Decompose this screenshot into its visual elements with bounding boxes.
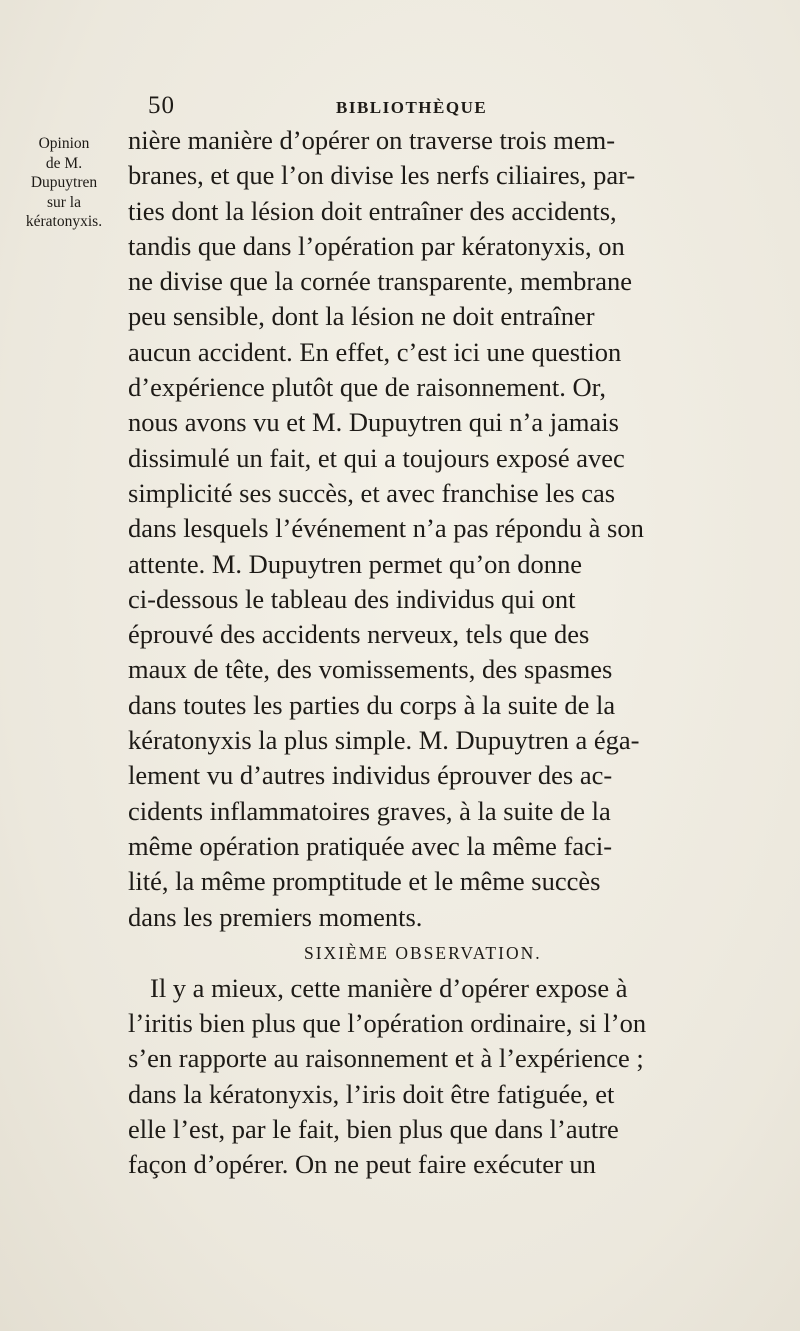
text-line: dissimulé un fait, et qui a toujours exposé avec: [128, 442, 625, 473]
text-line: nous avons vu et M. Dupuytren qui n’a jamais: [128, 407, 619, 438]
text-line: cidents inflammatoires graves, à la suite de la: [128, 795, 611, 826]
text-line: éprouvé des accidents nerveux, tels que des: [128, 619, 590, 650]
page-header: [148, 92, 708, 122]
text-line: ne divise que la cornée transparente, membrane: [128, 266, 633, 297]
text-line: dans la kératonyxis, l’iris doit être fatiguée, et: [128, 1078, 615, 1109]
text-line: ties dont la lésion doit entraîner des accidents,: [128, 195, 617, 226]
text-line: maux de tête, des vomissements, des spasmes: [128, 654, 613, 685]
text-line: même opération pratiquée avec la même faci-: [128, 830, 613, 861]
margin-note: [12, 134, 116, 232]
margin-note-line: de M.: [45, 154, 83, 172]
text-line: ci-dessous le tableau des individus qui ont: [128, 583, 576, 614]
margin-note-line: Dupuytren: [30, 174, 98, 191]
text-line: dans les premiers moments.: [128, 901, 423, 932]
text-line: branes, et que l’on divise les nerfs ciliaires, par-: [128, 160, 636, 191]
text-line: elle l’est, par le fait, bien plus que dans l’autre: [128, 1114, 619, 1145]
text-line: lement vu d’autres individus éprouver des ac-: [128, 760, 613, 791]
text-line: nière manière d’opérer on traverse trois mem-: [128, 125, 616, 155]
running-head: BIBLIOTHÈQUE: [336, 98, 488, 117]
text-line: simplicité ses succès, et avec franchise les cas: [128, 477, 616, 508]
text-line: tandis que dans l’opération par kératonyxis, on: [128, 230, 625, 261]
text-line: peu sensible, dont la lésion ne doit entraîner: [128, 301, 595, 332]
text-line: dans toutes les parties du corps à la suite de la: [128, 689, 616, 720]
margin-note-line: kératonyxis.: [25, 213, 103, 230]
margin-note-line: Opinion: [38, 135, 90, 152]
text-line: d’expérience plutôt que de raisonnement. Or,: [128, 372, 606, 403]
text-line: kératonyxis la plus simple. M. Dupuytren a éga-: [128, 725, 640, 756]
text-line: attente. M. Dupuytren permet qu’on donne: [128, 548, 583, 579]
text-line: façon d’opérer. On ne peut faire exécuter un: [128, 1149, 596, 1180]
text-line: l’iritis bien plus que l’opération ordinaire, si l’on: [128, 1008, 647, 1039]
text-line: dans lesquels l’événement n’a pas répondu à son: [128, 513, 644, 544]
body-text: [128, 123, 778, 1183]
section-heading: SIXIÈME OBSERVATION.: [304, 942, 542, 963]
text-line: aucun accident. En effet, c’est ici une question: [128, 336, 622, 367]
text-line: lité, la même promptitude et le même succès: [128, 866, 601, 897]
text-line: Il y a mieux, cette manière d’opérer expose à: [150, 972, 628, 1003]
margin-note-line: sur la: [46, 193, 81, 211]
text-line: s’en rapporte au raisonnement et à l’expérience ;: [128, 1043, 644, 1074]
page-number: 50: [148, 92, 175, 119]
